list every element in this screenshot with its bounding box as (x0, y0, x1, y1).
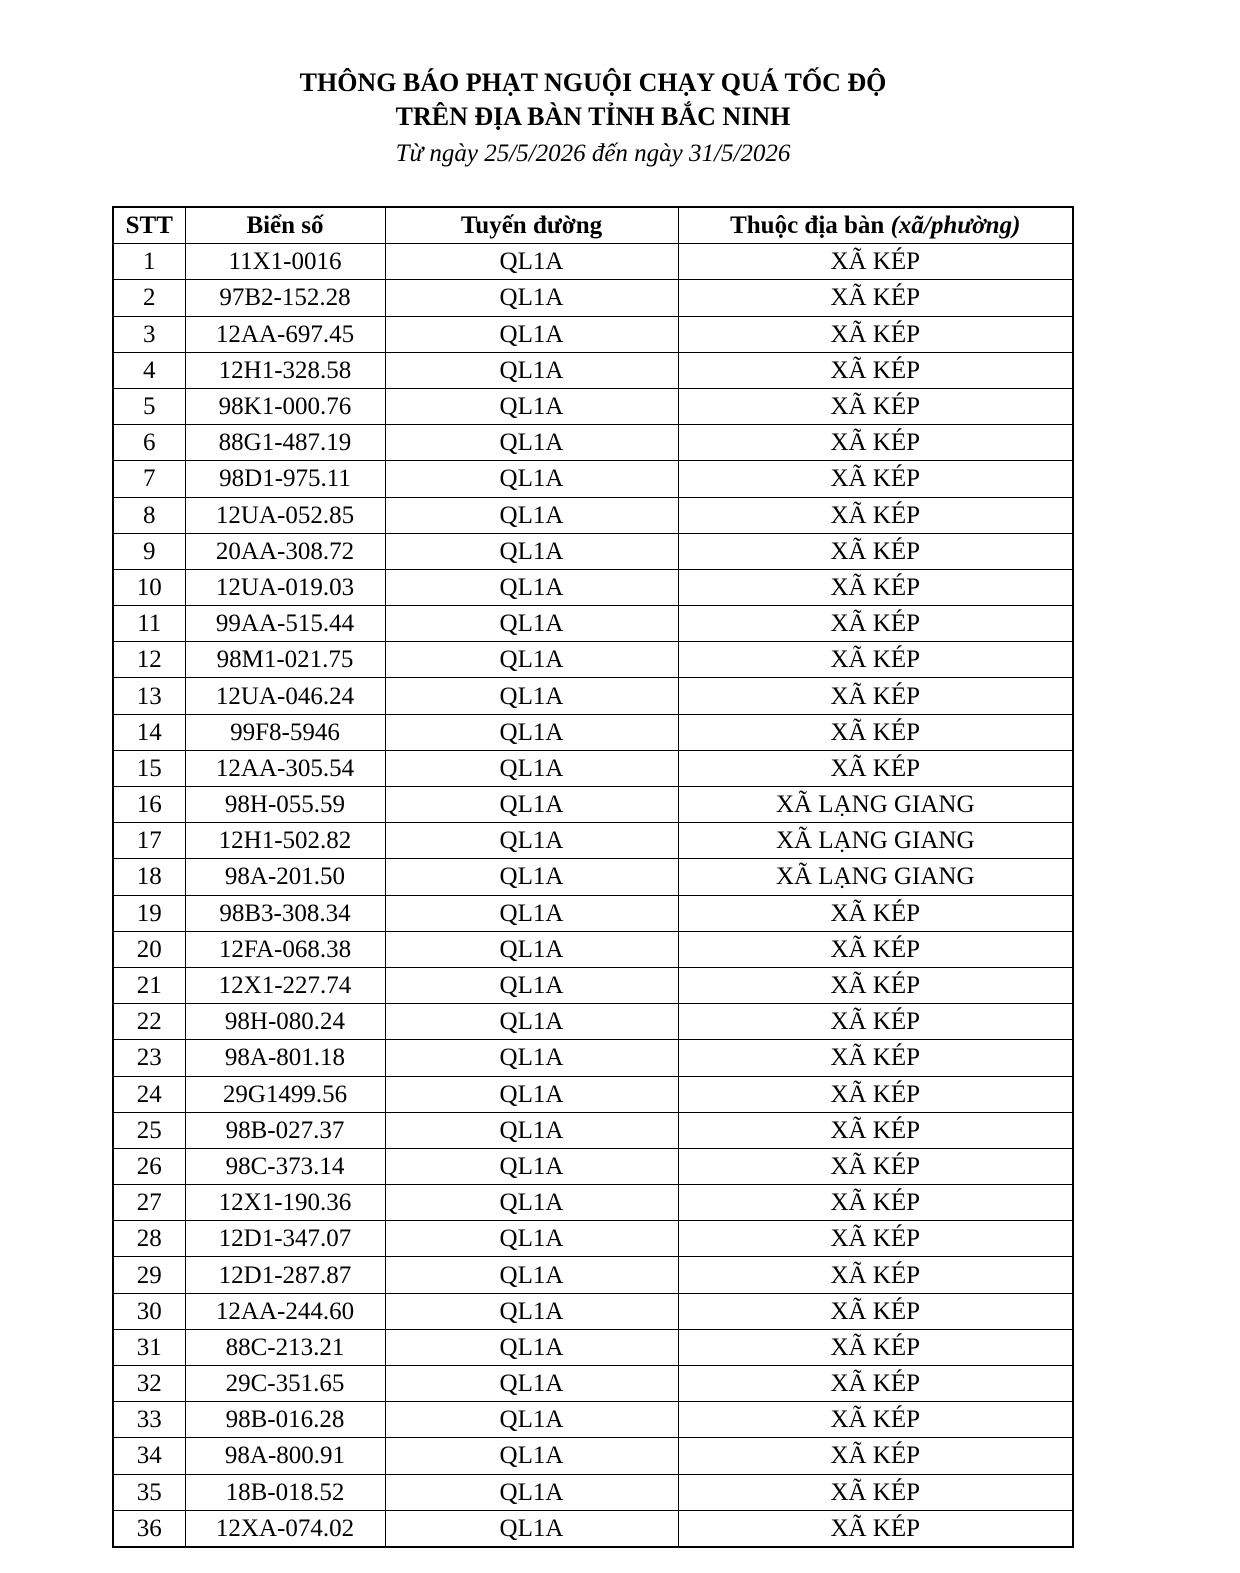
area-cell: XÃ KÉP (678, 1329, 1073, 1365)
area-cell: XÃ KÉP (678, 533, 1073, 569)
table-header-row (113, 207, 1073, 244)
area-cell: XÃ KÉP (678, 678, 1073, 714)
stt-cell: 28 (113, 1221, 185, 1257)
table-row (113, 461, 1073, 497)
table-row (113, 714, 1073, 750)
area-cell: XÃ KÉP (678, 1004, 1073, 1040)
stt-cell: 6 (113, 425, 185, 461)
table-row (113, 1293, 1073, 1329)
area-cell: XÃ KÉP (678, 569, 1073, 605)
road-cell: QL1A (385, 1474, 678, 1510)
stt-cell: 1 (113, 244, 185, 280)
area-cell: XÃ KÉP (678, 1257, 1073, 1293)
stt-cell: 17 (113, 823, 185, 859)
area-cell: XÃ KÉP (678, 1148, 1073, 1184)
stt-cell: 20 (113, 931, 185, 967)
plate-cell: 18B-018.52 (185, 1474, 385, 1510)
stt-cell: 13 (113, 678, 185, 714)
plate-cell: 98M1-021.75 (185, 642, 385, 678)
table-row (113, 569, 1073, 605)
table-row (113, 895, 1073, 931)
stt-cell: 15 (113, 750, 185, 786)
road-cell: QL1A (385, 1329, 678, 1365)
plate-cell: 12X1-227.74 (185, 967, 385, 1003)
plate-cell: 12AA-697.45 (185, 316, 385, 352)
stt-cell: 31 (113, 1329, 185, 1365)
stt-cell: 22 (113, 1004, 185, 1040)
area-cell: XÃ KÉP (678, 1040, 1073, 1076)
document-title-line-2: TRÊN ĐỊA BÀN TỈNH BẮC NINH (395, 102, 791, 131)
plate-cell: 98H-055.59 (185, 787, 385, 823)
table-row (113, 859, 1073, 895)
area-cell: XÃ KÉP (678, 1293, 1073, 1329)
plate-cell: 98A-201.50 (185, 859, 385, 895)
road-cell: QL1A (385, 1185, 678, 1221)
road-cell: QL1A (385, 1076, 678, 1112)
plate-cell: 12X1-190.36 (185, 1185, 385, 1221)
plate-cell: 12D1-287.87 (185, 1257, 385, 1293)
header-road: Tuyến đường (385, 207, 678, 244)
plate-cell: 88G1-487.19 (185, 425, 385, 461)
road-cell: QL1A (385, 1366, 678, 1402)
header-plate: Biển số (185, 207, 385, 244)
road-cell: QL1A (385, 642, 678, 678)
road-cell: QL1A (385, 316, 678, 352)
road-cell: QL1A (385, 461, 678, 497)
stt-cell: 29 (113, 1257, 185, 1293)
area-cell: XÃ KÉP (678, 895, 1073, 931)
road-cell: QL1A (385, 678, 678, 714)
plate-cell: 12AA-244.60 (185, 1293, 385, 1329)
stt-cell: 19 (113, 895, 185, 931)
table-row (113, 1257, 1073, 1293)
stt-cell: 16 (113, 787, 185, 823)
road-cell: QL1A (385, 497, 678, 533)
area-cell: XÃ KÉP (678, 316, 1073, 352)
plate-cell: 12AA-305.54 (185, 750, 385, 786)
plate-cell: 12XA-074.02 (185, 1510, 385, 1547)
area-cell: XÃ KÉP (678, 642, 1073, 678)
road-cell: QL1A (385, 1148, 678, 1184)
table-row (113, 1148, 1073, 1184)
area-cell: XÃ KÉP (678, 461, 1073, 497)
plate-cell: 29G1499.56 (185, 1076, 385, 1112)
road-cell: QL1A (385, 388, 678, 424)
table-row (113, 316, 1073, 352)
stt-cell: 11 (113, 606, 185, 642)
plate-cell: 98D1-975.11 (185, 461, 385, 497)
road-cell: QL1A (385, 569, 678, 605)
road-cell: QL1A (385, 967, 678, 1003)
stt-cell: 8 (113, 497, 185, 533)
table-row (113, 1474, 1073, 1510)
area-cell: XÃ KÉP (678, 352, 1073, 388)
stt-cell: 4 (113, 352, 185, 388)
stt-cell: 2 (113, 280, 185, 316)
plate-cell: 12UA-052.85 (185, 497, 385, 533)
table-row (113, 1510, 1073, 1547)
stt-cell: 7 (113, 461, 185, 497)
table-row (113, 425, 1073, 461)
area-cell: XÃ KÉP (678, 1076, 1073, 1112)
table-row (113, 1040, 1073, 1076)
road-cell: QL1A (385, 533, 678, 569)
road-cell: QL1A (385, 823, 678, 859)
stt-cell: 3 (113, 316, 185, 352)
table-row (113, 642, 1073, 678)
plate-cell: 98B3-308.34 (185, 895, 385, 931)
table-row (113, 1402, 1073, 1438)
plate-cell: 88C-213.21 (185, 1329, 385, 1365)
plate-cell: 11X1-0016 (185, 244, 385, 280)
road-cell: QL1A (385, 1257, 678, 1293)
area-cell: XÃ KÉP (678, 967, 1073, 1003)
plate-cell: 12H1-502.82 (185, 823, 385, 859)
table-row (113, 787, 1073, 823)
table-row (113, 967, 1073, 1003)
table-row (113, 244, 1073, 280)
road-cell: QL1A (385, 280, 678, 316)
area-cell: XÃ KÉP (678, 606, 1073, 642)
table-row (113, 823, 1073, 859)
road-cell: QL1A (385, 1402, 678, 1438)
stt-cell: 34 (113, 1438, 185, 1474)
table-row (113, 1438, 1073, 1474)
table-row (113, 931, 1073, 967)
road-cell: QL1A (385, 859, 678, 895)
road-cell: QL1A (385, 1004, 678, 1040)
area-cell: XÃ LẠNG GIANG (678, 859, 1073, 895)
plate-cell: 98A-800.91 (185, 1438, 385, 1474)
plate-cell: 97B2-152.28 (185, 280, 385, 316)
area-cell: XÃ KÉP (678, 1112, 1073, 1148)
road-cell: QL1A (385, 931, 678, 967)
area-cell: XÃ KÉP (678, 931, 1073, 967)
table-body (113, 244, 1073, 1547)
stt-cell: 10 (113, 569, 185, 605)
area-cell: XÃ KÉP (678, 244, 1073, 280)
area-cell: XÃ LẠNG GIANG (678, 787, 1073, 823)
area-cell: XÃ KÉP (678, 280, 1073, 316)
road-cell: QL1A (385, 606, 678, 642)
road-cell: QL1A (385, 1293, 678, 1329)
document-title-line-1: THÔNG BÁO PHẠT NGUỘI CHẠY QUÁ TỐC ĐỘ (299, 68, 887, 97)
stt-cell: 25 (113, 1112, 185, 1148)
stt-cell: 35 (113, 1474, 185, 1510)
table-row (113, 352, 1073, 388)
area-cell: XÃ KÉP (678, 425, 1073, 461)
plate-cell: 12FA-068.38 (185, 931, 385, 967)
stt-cell: 12 (113, 642, 185, 678)
area-cell: XÃ LẠNG GIANG (678, 823, 1073, 859)
road-cell: QL1A (385, 1221, 678, 1257)
road-cell: QL1A (385, 1438, 678, 1474)
stt-cell: 30 (113, 1293, 185, 1329)
plate-cell: 12UA-019.03 (185, 569, 385, 605)
area-cell: XÃ KÉP (678, 1221, 1073, 1257)
table-row (113, 1366, 1073, 1402)
stt-cell: 27 (113, 1185, 185, 1221)
area-cell: XÃ KÉP (678, 1366, 1073, 1402)
road-cell: QL1A (385, 1040, 678, 1076)
area-cell: XÃ KÉP (678, 750, 1073, 786)
stt-cell: 21 (113, 967, 185, 1003)
plate-cell: 99F8-5946 (185, 714, 385, 750)
stt-cell: 18 (113, 859, 185, 895)
road-cell: QL1A (385, 895, 678, 931)
stt-cell: 26 (113, 1148, 185, 1184)
header-area-label: Thuộc địa bàn (730, 212, 891, 240)
area-cell: XÃ KÉP (678, 1402, 1073, 1438)
plate-cell: 29C-351.65 (185, 1366, 385, 1402)
table-row (113, 388, 1073, 424)
plate-cell: 99AA-515.44 (185, 606, 385, 642)
plate-cell: 12H1-328.58 (185, 352, 385, 388)
area-cell: XÃ KÉP (678, 1438, 1073, 1474)
road-cell: QL1A (385, 1510, 678, 1547)
stt-cell: 23 (113, 1040, 185, 1076)
stt-cell: 32 (113, 1366, 185, 1402)
area-cell: XÃ KÉP (678, 388, 1073, 424)
plate-cell: 98K1-000.76 (185, 388, 385, 424)
header-area (678, 207, 1073, 244)
road-cell: QL1A (385, 244, 678, 280)
plate-cell: 98H-080.24 (185, 1004, 385, 1040)
plate-cell: 98B-016.28 (185, 1402, 385, 1438)
area-cell: XÃ KÉP (678, 497, 1073, 533)
table-row (113, 497, 1073, 533)
table-row (113, 1004, 1073, 1040)
road-cell: QL1A (385, 352, 678, 388)
road-cell: QL1A (385, 714, 678, 750)
plate-cell: 98A-801.18 (185, 1040, 385, 1076)
table-row (113, 1329, 1073, 1365)
plate-cell: 98C-373.14 (185, 1148, 385, 1184)
plate-cell: 20AA-308.72 (185, 533, 385, 569)
stt-cell: 5 (113, 388, 185, 424)
table-row (113, 678, 1073, 714)
stt-cell: 9 (113, 533, 185, 569)
stt-cell: 36 (113, 1510, 185, 1547)
plate-cell: 98B-027.37 (185, 1112, 385, 1148)
road-cell: QL1A (385, 750, 678, 786)
plate-cell: 12UA-046.24 (185, 678, 385, 714)
area-cell: XÃ KÉP (678, 1185, 1073, 1221)
plate-cell: 12D1-347.07 (185, 1221, 385, 1257)
table-row (113, 1221, 1073, 1257)
header-area-qualifier: (xã/phường) (890, 212, 1021, 240)
date-range-subtitle: Từ ngày 25/5/2026 đến ngày 31/5/2026 (395, 140, 791, 167)
area-cell: XÃ KÉP (678, 714, 1073, 750)
table-row (113, 1185, 1073, 1221)
area-cell: XÃ KÉP (678, 1510, 1073, 1547)
area-cell: XÃ KÉP (678, 1474, 1073, 1510)
table-row (113, 1076, 1073, 1112)
table-row (113, 1112, 1073, 1148)
stt-cell: 24 (113, 1076, 185, 1112)
table-row (113, 533, 1073, 569)
stt-cell: 14 (113, 714, 185, 750)
road-cell: QL1A (385, 425, 678, 461)
stt-cell: 33 (113, 1402, 185, 1438)
speeding-fines-table (112, 206, 1074, 1548)
road-cell: QL1A (385, 1112, 678, 1148)
header-stt: STT (113, 207, 185, 244)
table-row (113, 606, 1073, 642)
table-row (113, 750, 1073, 786)
road-cell: QL1A (385, 787, 678, 823)
table-row (113, 280, 1073, 316)
